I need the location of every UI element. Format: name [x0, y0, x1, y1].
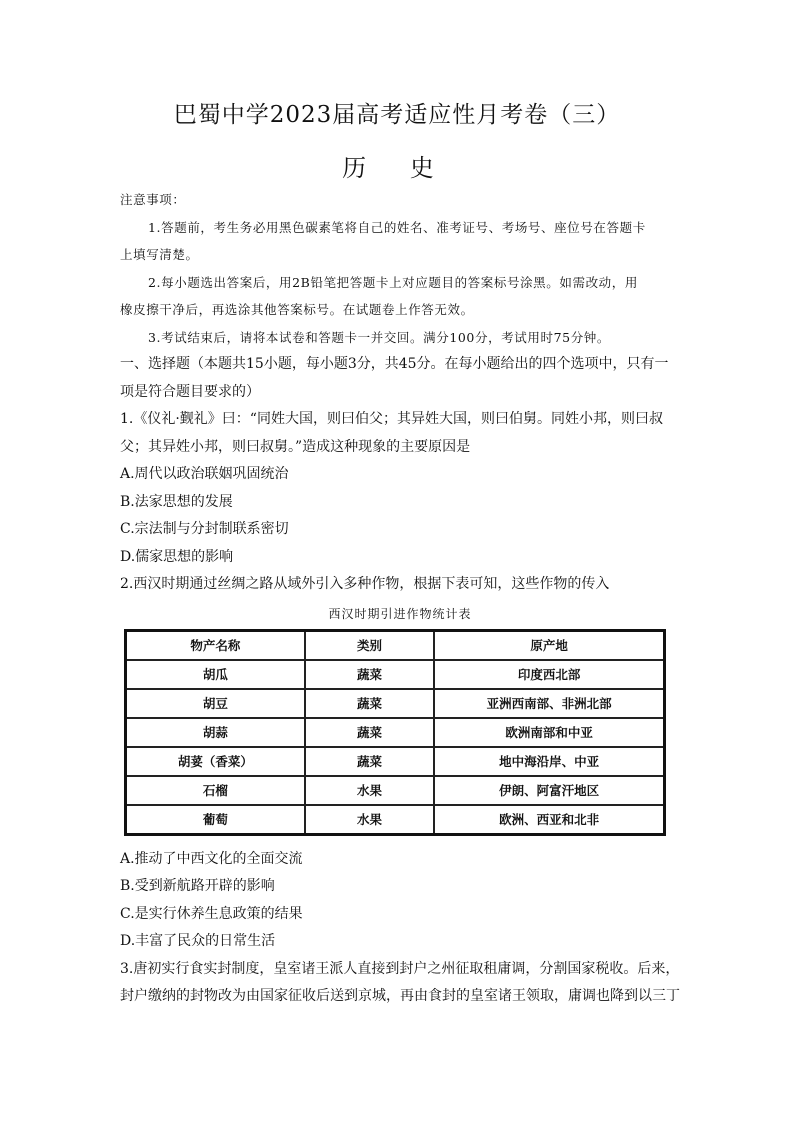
table-row	[126, 747, 665, 776]
notice-item: 3.考试结束后，请将本试卷和答题卡一并交回。满分100分，考试用时75分钟。	[148, 329, 610, 345]
notice-item: 橡皮擦干净后，再选涂其他答案标号。在试题卷上作答无效。	[120, 302, 474, 317]
table-row	[126, 805, 665, 835]
question-1-option-a: A.周代以政治联姻巩固统治	[120, 466, 289, 482]
question-1-option-b: B.法家思想的发展	[120, 493, 233, 510]
table-row	[126, 718, 665, 747]
section-heading: 一、选择题（本题共15小题，每小题3分，共45分。在每小题给出的四个选项中，只有一	[120, 356, 669, 372]
question-2-option-c: C.是实行休养生息政策的结果	[120, 905, 303, 922]
table-header-cell: 原产地	[434, 630, 664, 660]
table-cell: 印度西北部	[434, 660, 664, 689]
table-cell: 葡萄	[126, 805, 305, 835]
question-2-option-b: B.受到新航路开辟的影响	[120, 878, 275, 894]
question-1-option-d: D.儒家思想的影响	[120, 548, 234, 565]
table-header-cell: 类别	[305, 630, 435, 660]
notice-item: 上填写清楚。	[120, 247, 199, 262]
exam-body	[120, 186, 680, 1011]
notice-item: 1.答题前，考生务必用黑色碳素笔将自己的姓名、准考证号、考场号、座位号在答题卡	[148, 219, 646, 235]
table-caption: 西汉时期引进作物统计表	[328, 606, 472, 621]
table-header-row	[126, 630, 665, 660]
question-1-option-c: C.宗法制与分封制联系密切	[120, 521, 289, 537]
table-cell: 蔬菜	[305, 689, 435, 718]
table-cell: 胡荽（香菜）	[126, 747, 305, 776]
table-cell: 伊朗、阿富汗地区	[434, 776, 664, 805]
table-cell: 蔬菜	[305, 747, 435, 776]
question-1-stem: 父；其异姓小邦，则曰叔舅。”造成这种现象的主要原因是	[120, 438, 471, 455]
table-row	[126, 660, 665, 689]
table-cell: 水果	[305, 776, 435, 805]
table-row	[126, 776, 665, 805]
section-heading: 项是符合题目要求的）	[120, 383, 260, 400]
table-cell: 欧洲、西亚和北非	[434, 805, 664, 835]
table-cell: 胡蒜	[126, 718, 305, 747]
table-cell: 水果	[305, 805, 435, 835]
question-2-option-d: D.丰富了民众的日常生活	[120, 933, 276, 949]
table-cell: 欧洲南部和中亚	[434, 718, 664, 747]
question-2-stem: 2.西汉时期通过丝绸之路从域外引入多种作物，根据下表可知，这些作物的传入	[120, 576, 610, 592]
table-cell: 胡瓜	[126, 660, 305, 689]
table-cell: 蔬菜	[305, 660, 435, 689]
table-cell: 地中海沿岸、中亚	[434, 747, 664, 776]
question-2-option-a: A.推动了中西文化的全面交流	[120, 850, 303, 867]
table-row	[126, 689, 665, 718]
table-cell: 亚洲西南部、非洲北部	[434, 689, 664, 718]
table-cell: 胡豆	[126, 689, 305, 718]
table-cell: 蔬菜	[305, 718, 435, 747]
question-1-stem: 1.《仪礼·觐礼》曰：“同姓大国，则曰伯父；其异姓大国，则曰伯舅。同姓小邦，则曰叔	[120, 411, 663, 427]
crops-table	[124, 629, 666, 836]
question-3-stem: 3.唐初实行食实封制度，皇室诸王派人直接到封户之州征取租庸调，分割国家税收。后来，	[120, 960, 680, 977]
table-header-cell: 物产名称	[126, 630, 305, 660]
subject-title: 历 史	[342, 154, 452, 182]
notice-heading: 注意事项：	[120, 192, 186, 207]
exam-title: 巴蜀中学2023届高考适应性月考卷（三）	[173, 102, 621, 128]
notice-item: 2.每小题选出答案后，用2B铅笔把答题卡上对应题目的答案标号涂黑。如需改动，用	[148, 274, 638, 290]
question-3-stem: 封户缴纳的封物改为由国家征收后送到京城，再由食封的皇室诸王领取，庸调也降到以三丁	[120, 988, 680, 1004]
table-cell: 石榴	[126, 776, 305, 805]
